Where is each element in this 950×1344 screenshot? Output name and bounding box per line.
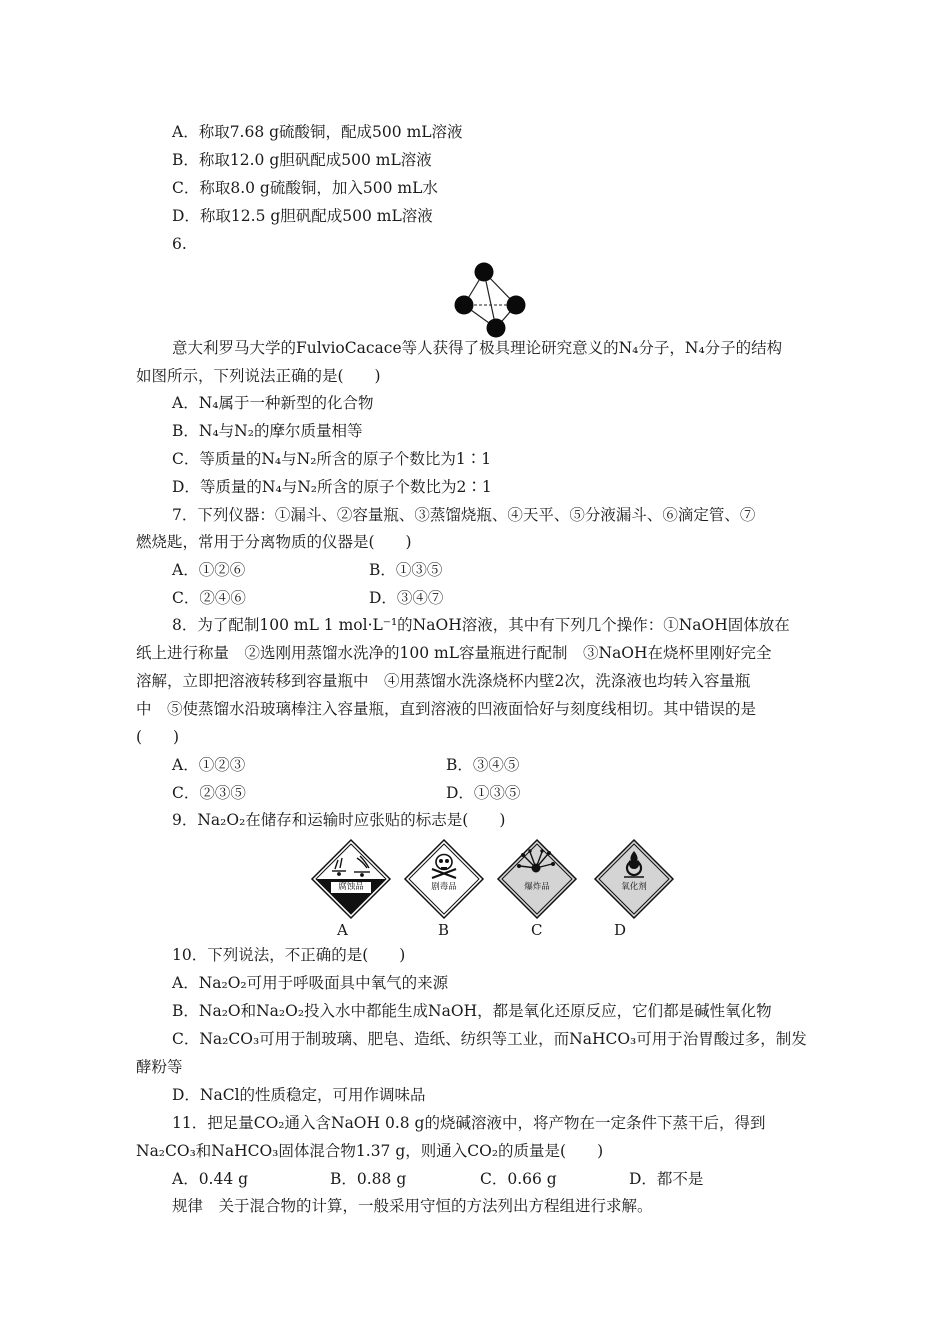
q10-option-b: B．Na₂O和Na₂O₂投入水中都能生成NaOH，都是氧化还原反应，它们都是碱性氧化物 [172, 1002, 772, 1020]
n4-molecule-diagram [448, 258, 538, 340]
sign-c-letter: C [531, 921, 543, 939]
q8-stem-line5: ( ) [136, 728, 180, 746]
q5-option-c: C．称取8.0 g硫酸铜，加入500 mL水 [172, 179, 438, 197]
q11-stem-line2: Na₂CO₃和NaHCO₃固体混合物1.37 g，则通入CO₂的质量是( ) [136, 1142, 604, 1160]
toxic-sign [403, 838, 485, 920]
q8-stem-line4: 中 ⑤使蒸馏水沿玻璃棒注入容量瓶，直到溶液的凹液面恰好与刻度线相切。其中错误的是 [136, 700, 757, 718]
oxidizer-sign [593, 838, 675, 920]
q8-option-a: A．①②③ [172, 756, 246, 774]
q6-option-c: C．等质量的N₄与N₂所含的原子个数比为1∶1 [172, 450, 492, 468]
sign-d-letter: D [614, 921, 627, 939]
q10-option-a: A．Na₂O₂可用于呼吸面具中氧气的来源 [172, 974, 449, 992]
q6-number: 6. [172, 235, 187, 253]
q6-option-d: D．等质量的N₄与N₂所含的原子个数比为2∶1 [172, 478, 492, 496]
q6-option-a: A．N₄属于一种新型的化合物 [172, 394, 374, 412]
sign-c-text: 爆炸品 [524, 882, 550, 892]
rule-note: 规律 关于混合物的计算，一般采用守恒的方法列出方程组进行求解。 [172, 1197, 653, 1215]
q8-stem-line3: 溶解，立即把溶液转移到容量瓶中 ④用蒸馏水洗涤烧杯内壁2次，洗涤液也均转入容量瓶 [136, 672, 751, 690]
q6-stem-line1: 意大利罗马大学的FulvioCacace等人获得了极具理论研究意义的N₄分子，N₄分子的结构 [172, 339, 783, 357]
sign-a-letter: A [337, 921, 348, 939]
q9-stem: 9．Na₂O₂在储存和运输时应张贴的标志是( ) [172, 811, 506, 829]
q11-option-a: A．0.44 g [172, 1170, 249, 1188]
q5-option-b: B．称取12.0 g胆矾配成500 mL溶液 [172, 151, 432, 169]
q10-option-d: D．NaCl的性质稳定，可用作调味品 [172, 1086, 426, 1104]
q11-stem-line1: 11．把足量CO₂通入含NaOH 0.8 g的烧碱溶液中，将产物在一定条件下蒸干后，得到 [172, 1114, 766, 1132]
q11-option-b: B．0.88 g [330, 1170, 407, 1188]
q10-option-c-line2: 酵粉等 [136, 1058, 183, 1076]
sign-d-text: 氧化剂 [621, 882, 647, 892]
q10-option-c-line1: C．Na₂CO₃可用于制玻璃、肥皂、造纸、纺织等工业，而NaHCO₃可用于治胃酸过多，制发 [172, 1030, 807, 1048]
q8-option-c: C．②③⑤ [172, 784, 246, 802]
corrosive-sign [310, 838, 392, 920]
q6-option-b: B．N₄与N₂的摩尔质量相等 [172, 422, 363, 440]
q10-stem: 10．下列说法，不正确的是( ) [172, 946, 406, 964]
explosive-sign [496, 838, 578, 920]
q7-option-c: C．②④⑥ [172, 589, 246, 607]
q8-option-b: B．③④⑤ [446, 756, 520, 774]
q5-option-d: D．称取12.5 g胆矾配成500 mL溶液 [172, 207, 433, 225]
q7-option-d: D．③④⑦ [369, 589, 444, 607]
q7-option-b: B．①③⑤ [369, 561, 443, 579]
sign-a-text: 腐蚀品 [331, 882, 371, 893]
q7-stem-line1: 7．下列仪器：①漏斗、②容量瓶、③蒸馏烧瓶、④天平、⑤分液漏斗、⑥滴定管、⑦ [172, 506, 756, 524]
q6-stem-line2: 如图所示，下列说法正确的是( ) [136, 367, 381, 385]
q11-option-d: D．都不是 [629, 1170, 704, 1188]
q8-option-d: D．①③⑤ [446, 784, 521, 802]
q11-option-c: C．0.66 g [480, 1170, 557, 1188]
sign-b-letter: B [438, 921, 450, 939]
q7-option-a: A．①②⑥ [172, 561, 246, 579]
q7-stem-line2: 燃烧匙，常用于分离物质的仪器是( ) [136, 533, 412, 551]
q5-option-a: A．称取7.68 g硫酸铜，配成500 mL溶液 [172, 123, 463, 141]
q8-stem-line1: 8．为了配制100 mL 1 mol·L⁻¹的NaOH溶液，其中有下列几个操作：①NaOH固体放在 [172, 616, 790, 634]
sign-b-text: 剧毒品 [431, 882, 457, 892]
q8-stem-line2: 纸上进行称量 ②选刚用蒸馏水洗净的100 mL容量瓶进行配制 ③NaOH在烧杯里刚好完全 [136, 644, 772, 662]
